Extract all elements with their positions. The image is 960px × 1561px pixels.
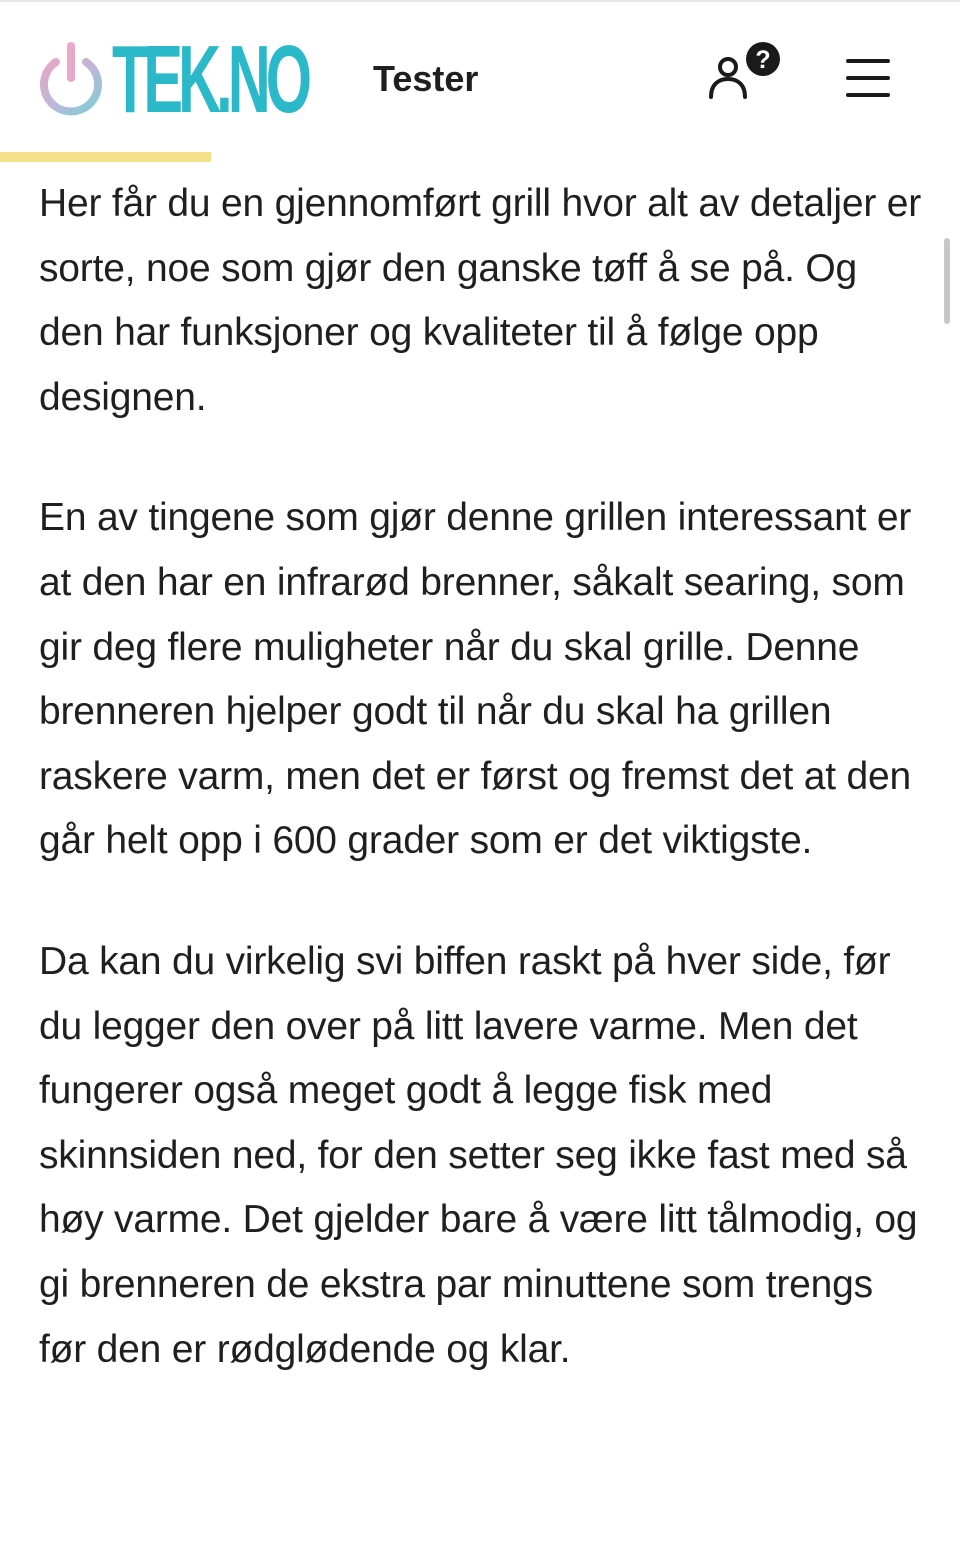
help-badge-text: ? — [755, 46, 771, 74]
power-icon — [36, 40, 106, 120]
reading-progress-fill — [0, 152, 211, 162]
hamburger-menu-icon[interactable] — [842, 56, 896, 102]
section-title[interactable]: Tester — [373, 58, 479, 99]
site-logo[interactable] — [36, 26, 427, 133]
article-paragraph: En av tingene som gjør denne grillen interessant er at den har en infrarød brenner, såkalt searing, som gir deg flere muligheter når du skal grille. Denne brenneren hjelper godt til når du skal ha grillen raskere varm, men det er først og fremst det at den går helt opp i 600 grader som er det viktigste. — [39, 496, 912, 863]
site-header — [0, 0, 960, 154]
article-paragraph: Her får du en gjennomført grill hvor alt av detaljer er sorte, noe som gjør den ganske tøff å se på. Og den har funksjoner og kvaliteter til å følge opp designen. — [39, 182, 922, 419]
logo-text: TEK.NO — [112, 26, 308, 133]
scrollbar-thumb[interactable] — [944, 238, 950, 324]
reading-progress-bar — [0, 152, 960, 162]
user-help-icon — [700, 40, 786, 104]
article-paragraph: Da kan du virkelig svi biffen raskt på hver side, før du legger den over på litt lavere varme. Men det fungerer også meget godt å legge fisk med skinnsiden ned, for den setter seg ikke fast med så høy varme. Det gjelder bare å være litt tålmodig, og gi brenneren de ekstra par minuttene som trengs før den er rødglødende og klar. — [39, 939, 918, 1371]
user-button[interactable] — [700, 40, 786, 104]
article-body — [39, 172, 929, 1438]
